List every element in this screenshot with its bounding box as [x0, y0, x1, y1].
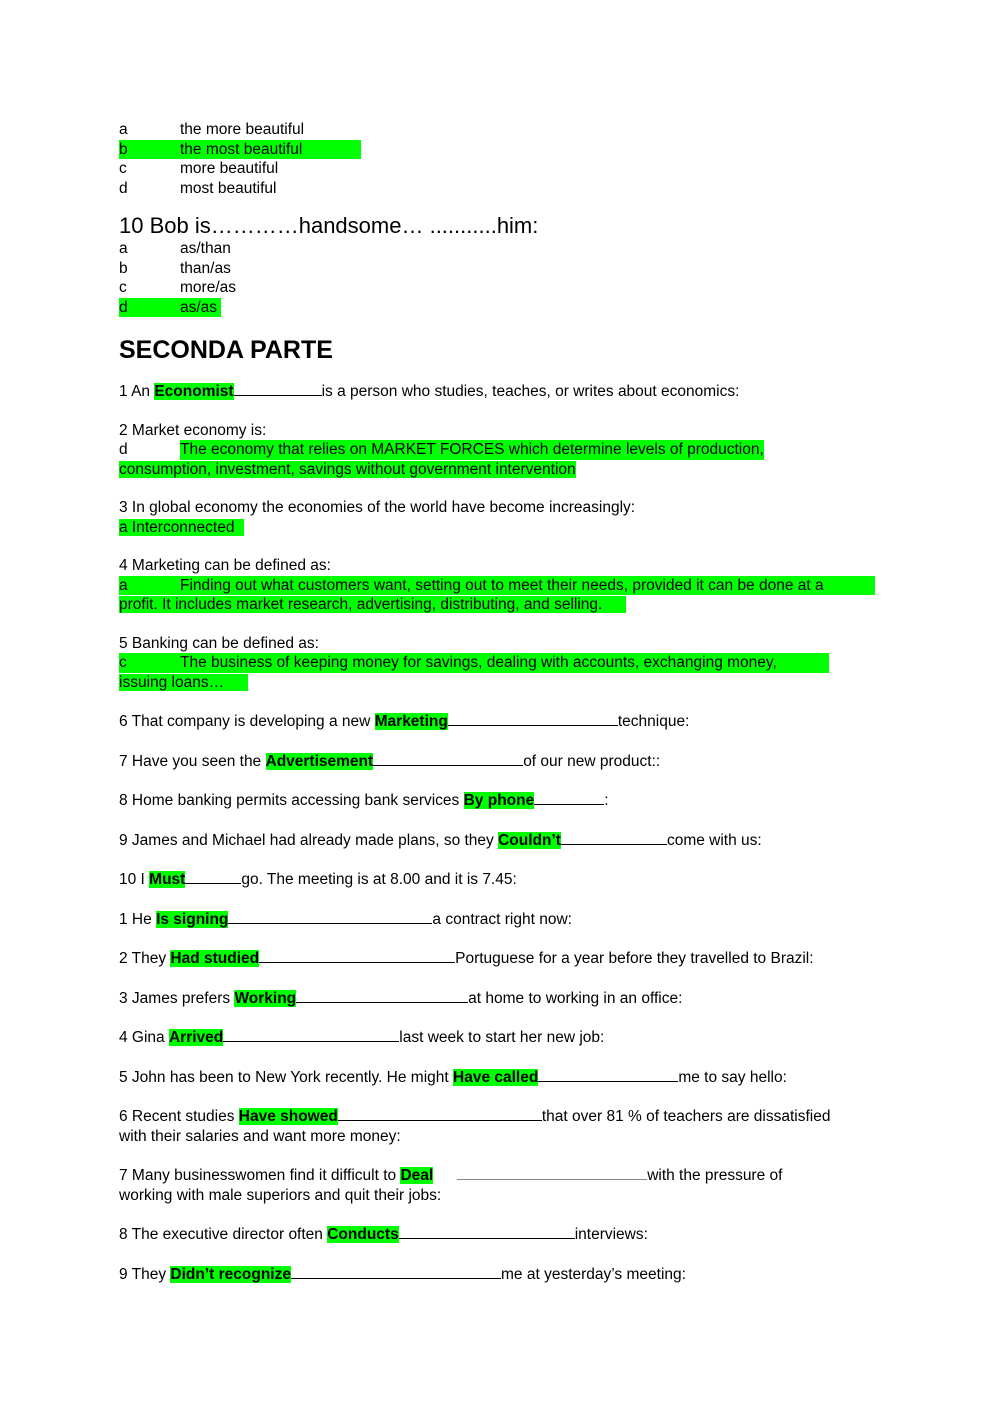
option-d: d most beautiful	[119, 179, 277, 197]
answer: Working	[234, 989, 297, 1007]
answer: Have called	[453, 1068, 539, 1086]
option-b-selected: b the most beautiful	[119, 140, 879, 160]
verb-question-6: 6 Recent studies Have showed that over 81 % of teachers are dissatisfied with their salaries and want more money:	[119, 1108, 831, 1145]
answer: Had studied	[170, 950, 260, 967]
verb-question-3: 3 James prefers Working at home to working in an office:	[119, 989, 683, 1007]
answer-blank	[457, 1165, 647, 1180]
option-c: c more beautiful	[119, 160, 279, 177]
question-7: 7 Have you seen the Advertisement of our new product::	[119, 752, 661, 770]
question-1: 1 An Economist is a person who studies, teaches, or writes about economics:	[119, 383, 740, 400]
answer: Couldn’t	[498, 831, 561, 849]
answer-blank	[534, 790, 604, 805]
answer-blank	[538, 1067, 678, 1082]
question-6: 6 That company is developing a new Marketing technique:	[119, 713, 690, 730]
answer: Deal	[400, 1167, 434, 1184]
question-3: 3 In global economy the economies of the world have become increasingly: a Interconnected	[119, 499, 636, 536]
option-c: c more/as	[119, 279, 236, 296]
answer-blank	[373, 751, 523, 766]
question-9: 9 James and Michael had already made plans, so they Couldn’t come with us:	[119, 831, 762, 849]
verb-question-7: 7 Many businesswomen find it difficult to Deal with the pressure of working with male superiors and quit their jobs:	[119, 1167, 783, 1204]
question-8: 8 Home banking permits accessing bank services By phone :	[119, 792, 609, 809]
option-d-selected: d as/as	[119, 298, 879, 318]
answer: Arrived	[168, 1029, 224, 1046]
verb-question-5: 5 John has been to New York recently. He might Have called me to say hello:	[119, 1068, 787, 1086]
answer-blank	[296, 988, 468, 1003]
answer: Have showed	[238, 1108, 338, 1125]
answer: Economist	[154, 383, 234, 400]
answer: By phone	[463, 792, 535, 809]
answer-blank	[291, 1264, 501, 1279]
option-a: a the more beautiful	[119, 121, 305, 138]
verb-question-9: 9 They Didn’t recognize me at yesterday’s meeting:	[119, 1265, 686, 1283]
answer-blank	[448, 711, 618, 726]
question-10: 10 I Must go. The meeting is at 8.00 and it is 7.45:	[119, 871, 517, 888]
option-b: b than/as	[119, 259, 231, 277]
section-heading: SECONDA PARTE	[119, 336, 333, 364]
verb-question-1: 1 He Is signing a contract right now:	[119, 910, 572, 928]
verb-question-8: 8 The executive director often Conducts interviews:	[119, 1226, 648, 1243]
question-2: 2 Market economy is: d The economy that relies on MARKET FORCES which determine levels of production, consumption, investment, savings without government intervention	[119, 421, 764, 478]
question-10-title: 10 Bob is…………handsome… ...........him:	[119, 213, 539, 238]
answer-blank	[561, 830, 667, 845]
answer: a Interconnected	[119, 519, 244, 536]
answer-blank	[223, 1027, 399, 1042]
answer-blank	[185, 869, 241, 884]
answer: Conducts	[327, 1226, 399, 1243]
answer-blank	[399, 1224, 575, 1239]
option-a: a as/than	[119, 240, 231, 257]
answer-blank	[338, 1106, 542, 1121]
verb-question-2: 2 They Had studied Portuguese for a year before they travelled to Brazil:	[119, 950, 814, 967]
answer-blank	[234, 381, 322, 396]
answer: Marketing	[374, 713, 448, 730]
answer-blank	[228, 909, 432, 924]
document-page	[119, 120, 879, 1284]
answer: Must	[149, 871, 186, 888]
answer-blank	[259, 948, 455, 963]
question-4: 4 Marketing can be defined as: a Finding out what customers want, setting out to meet their needs, provided it can be done at a profit. It includes market research, advertising, distributing, and selling.	[119, 556, 879, 615]
answer: Is signing	[156, 910, 229, 928]
question-5: 5 Banking can be defined as: c The business of keeping money for savings, dealing with accounts, exchanging money, issuing loans…	[119, 634, 879, 693]
answer: Didn’t recognize	[170, 1265, 291, 1283]
verb-question-4: 4 Gina Arrived last week to start her new job:	[119, 1029, 605, 1046]
answer: Advertisement	[265, 752, 374, 770]
question-10-options	[119, 239, 879, 317]
prev-question-options	[119, 120, 879, 198]
